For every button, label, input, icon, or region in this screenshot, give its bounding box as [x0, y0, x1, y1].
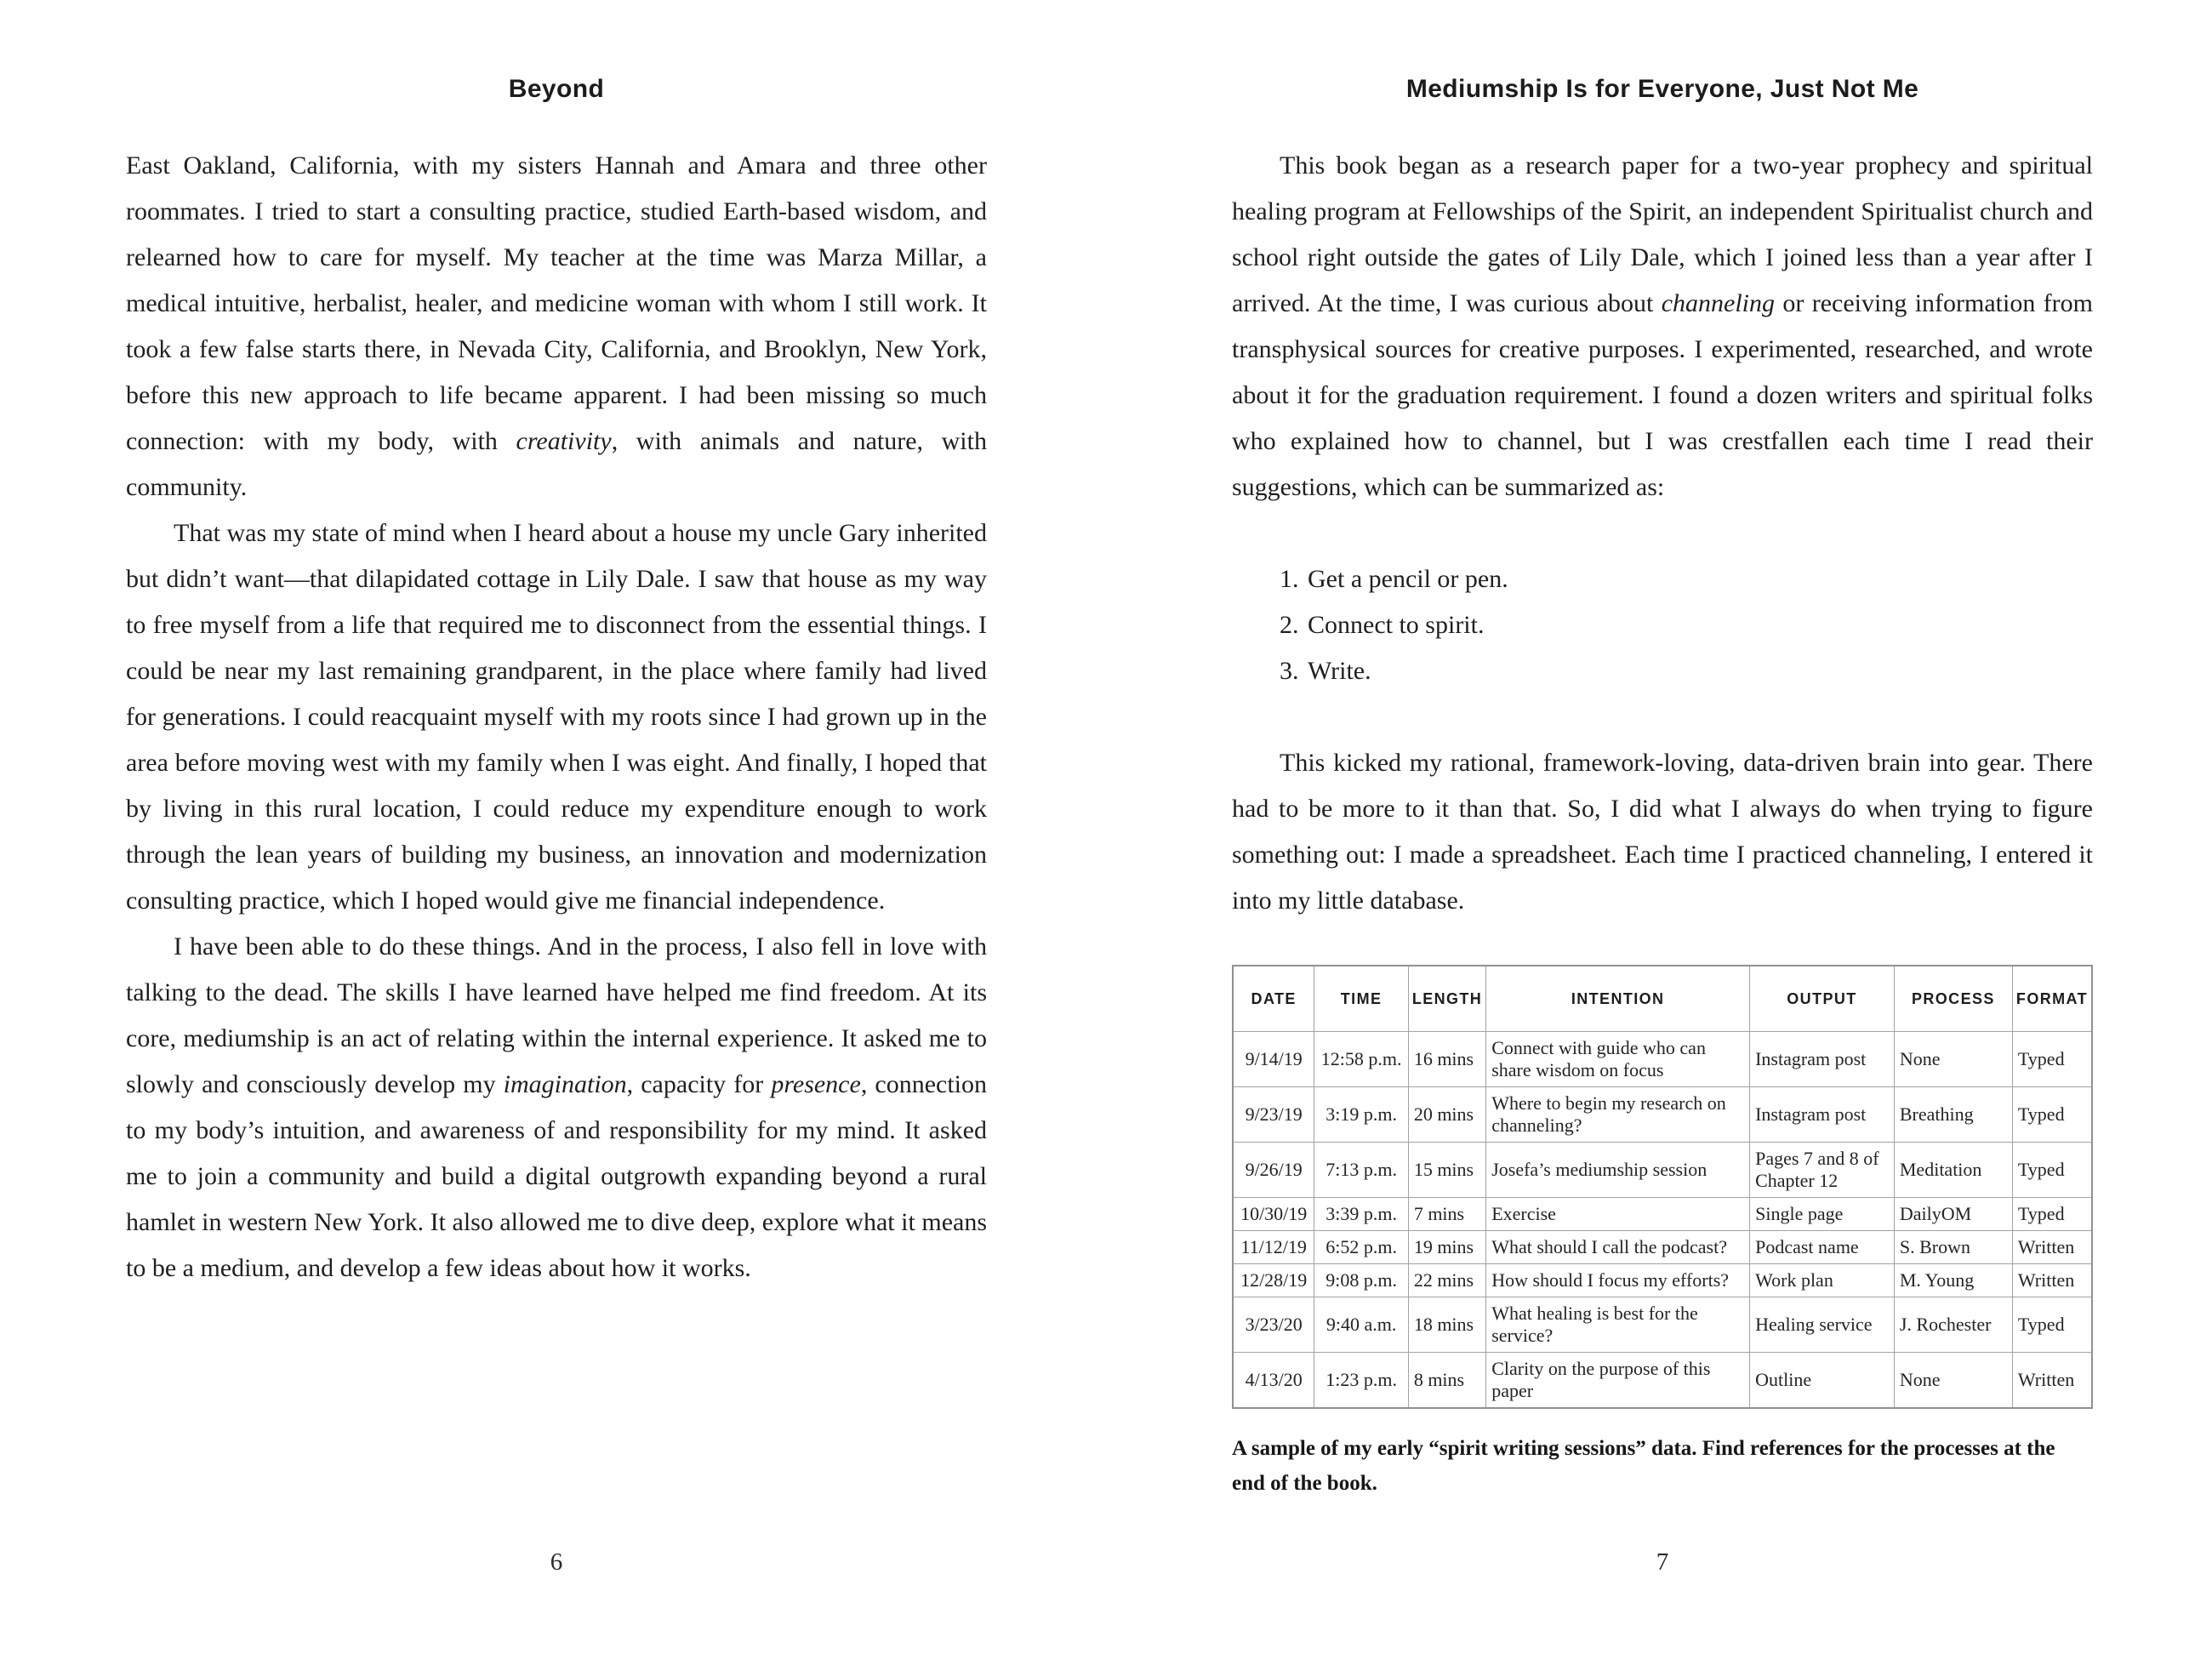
- table-cell: Connect with guide who can share wisdom on focus: [1486, 1032, 1750, 1087]
- table-cell: DailyOM: [1894, 1198, 2012, 1231]
- table-cell: 12:58 p.m.: [1314, 1032, 1408, 1087]
- table-cell: Single page: [1750, 1198, 1895, 1231]
- table-cell: Josefa’s mediumship session: [1486, 1143, 1750, 1198]
- table-cell: Written: [2012, 1264, 2092, 1297]
- paragraph: [126, 143, 987, 510]
- list-item: [1232, 556, 2093, 602]
- table-cell: What healing is best for the service?: [1486, 1297, 1750, 1353]
- spirit-writing-sessions-table: [1232, 965, 2093, 1409]
- table-cell: 7:13 p.m.: [1314, 1143, 1408, 1198]
- italic-text: channeling: [1661, 289, 1776, 317]
- table-row: [1233, 1264, 2092, 1297]
- column-header: FORMAT: [2012, 966, 2092, 1032]
- italic-text: creativity: [516, 427, 612, 455]
- table-cell: J. Rochester: [1894, 1297, 2012, 1353]
- table-cell: 12/28/19: [1233, 1264, 1314, 1297]
- table-row: [1233, 1143, 2092, 1198]
- table-cell: 9:40 a.m.: [1314, 1297, 1408, 1353]
- table-cell: S. Brown: [1894, 1231, 2012, 1264]
- right-body-text: [1232, 143, 2093, 1522]
- channeling-steps-list: [1232, 556, 2093, 694]
- after-list-paragraphs: [1232, 740, 2093, 924]
- list-text: Connect to spirit.: [1308, 611, 1485, 639]
- table-cell: Outline: [1750, 1353, 1895, 1409]
- table-cell: 1:23 p.m.: [1314, 1353, 1408, 1409]
- table-cell: Pages 7 and 8 of Chapter 12: [1750, 1143, 1895, 1198]
- table-row: [1233, 1198, 2092, 1231]
- table-cell: 8 mins: [1408, 1353, 1485, 1409]
- table-cell: Typed: [2012, 1297, 2092, 1353]
- page-number-right: 7: [1656, 1548, 1669, 1576]
- table-cell: 3/23/20: [1233, 1297, 1314, 1353]
- table-cell: Healing service: [1750, 1297, 1895, 1353]
- table-cell: 7 mins: [1408, 1198, 1485, 1231]
- table-caption: A sample of my early “spirit writing sessions” data. Find references for the processes at the end of the book.: [1232, 1437, 2055, 1495]
- table-cell: Exercise: [1486, 1198, 1750, 1231]
- list-number: 1.: [1280, 565, 1299, 593]
- table-row: [1233, 1231, 2092, 1264]
- column-header: TIME: [1314, 966, 1408, 1032]
- text-run: East Oakland, California, with my sisters Hannah and Amara and three other roommates. I tried to start a consulting practice, studied Earth-based wisdom, and relearned how to care for myself. My teacher at the time was Marza Millar, a medical intuitive, herbalist, healer, and medicine woman with whom I still work. It took a few false starts there, in Nevada City, California, and Brooklyn, New York, before this new approach to life became apparent. I had been missing so much connection: with my body, with: [126, 151, 987, 455]
- table-cell: 15 mins: [1408, 1143, 1485, 1198]
- text-run: , connection to my body’s intuition, and awareness of and responsibility for my mind. It asked me to join a community and build a digital outgrowth expanding beyond a rural hamlet in western New York. It also allowed me to dive deep, explore what it means to be a medium, and develop a few ideas about how it works.: [126, 1070, 988, 1282]
- page-number-left: 6: [550, 1548, 563, 1576]
- table-cell: 20 mins: [1408, 1087, 1485, 1143]
- table-cell: 6:52 p.m.: [1314, 1231, 1408, 1264]
- paragraph: [1232, 740, 2093, 924]
- table-cell: Breathing: [1894, 1087, 2012, 1143]
- table-cell: Instagram post: [1750, 1032, 1895, 1087]
- table-cell: None: [1894, 1032, 2012, 1087]
- table-cell: Meditation: [1894, 1143, 2012, 1198]
- table-cell: How should I focus my efforts?: [1486, 1264, 1750, 1297]
- column-header: INTENTION: [1486, 966, 1750, 1032]
- list-item: [1232, 602, 2093, 648]
- running-head-right: Mediumship Is for Everyone, Just Not Me: [1405, 75, 1919, 103]
- table-cell: 4/13/20: [1233, 1353, 1314, 1409]
- table-cell: 18 mins: [1408, 1297, 1485, 1353]
- table-row: [1233, 1353, 2092, 1409]
- running-head-left: Beyond: [508, 75, 605, 103]
- table-cell: Clarity on the purpose of this paper: [1486, 1353, 1750, 1409]
- page-left-content: [126, 0, 987, 1659]
- table-cell: What should I call the podcast?: [1486, 1231, 1750, 1264]
- list-text: Write.: [1308, 657, 1371, 685]
- list-text: Get a pencil or pen.: [1308, 565, 1508, 593]
- text-run: This kicked my rational, framework-loving, data-driven brain into gear. There had to be more to it than that. So, I did what I always do when trying to figure something out: I made a spreadsheet. Each time I practiced channeling, I entered it into my little database.: [1232, 749, 2093, 915]
- text-run: , with animals and nature, with community.: [126, 427, 987, 501]
- table-cell: Instagram post: [1750, 1087, 1895, 1143]
- table-cell: Written: [2012, 1231, 2092, 1264]
- table-cell: 9/14/19: [1233, 1032, 1314, 1087]
- table-cell: Typed: [2012, 1198, 2092, 1231]
- table-cell: Podcast name: [1750, 1231, 1895, 1264]
- table-row: [1233, 1297, 2092, 1353]
- text-run: This book began as a research paper for a two-year prophecy and spiritual healing program at Fellowships of the Spirit, an independent Spiritualist church and school right outside the gates of Lily Dale, which I joined less than a year after I arrived. At the time, I was curious about: [1232, 151, 2093, 317]
- table-cell: Typed: [2012, 1143, 2092, 1198]
- table-cell: Written: [2012, 1353, 2092, 1409]
- table-cell: 22 mins: [1408, 1264, 1485, 1297]
- text-run: That was my state of mind when I heard about a house my uncle Gary inherited but didn’t want—that dilapidated cottage in Lily Dale. I saw that house as my way to free myself from a life that required me to disconnect from the essential things. I could be near my last remaining grandparent, in the place where family had lived for generations. I could reacquaint myself with my roots since I had grown up in the area before moving west with my family when I was eight. And finally, I hoped that by living in this rural location, I could reduce my expenditure enough to work through the lean years of building my business, an innovation and modernization consulting practice, which I hoped would give me financial independence.: [126, 519, 987, 915]
- page-right: [1106, 0, 2212, 1659]
- table-cell: 3:39 p.m.: [1314, 1198, 1408, 1231]
- table-cell: Typed: [2012, 1032, 2092, 1087]
- table-cell: 9/23/19: [1233, 1087, 1314, 1143]
- table-cell: 19 mins: [1408, 1231, 1485, 1264]
- table-cell: None: [1894, 1353, 2012, 1409]
- table-cell: Where to begin my research on channeling?: [1486, 1087, 1750, 1143]
- table-cell: Typed: [2012, 1087, 2092, 1143]
- column-header: OUTPUT: [1750, 966, 1895, 1032]
- list-number: 3.: [1280, 657, 1299, 685]
- table-cell: 9:08 p.m.: [1314, 1264, 1408, 1297]
- column-header: LENGTH: [1408, 966, 1485, 1032]
- table-cell: 16 mins: [1408, 1032, 1485, 1087]
- text-run: I have been able to do these things. And in the process, I also fell in love with talking to the dead. The skills I have learned have helped me find freedom. At its core, mediumship is an act of relating within the internal experience. It asked me to slowly and consciously develop my: [126, 932, 987, 1098]
- table-row: [1233, 1087, 2092, 1143]
- table-cell: 10/30/19: [1233, 1198, 1314, 1231]
- intro-paragraphs: [1232, 143, 2093, 510]
- paragraph: [1232, 143, 2093, 510]
- text-run: , capacity for: [626, 1070, 772, 1098]
- list-item: [1232, 648, 2093, 694]
- table-cell: M. Young: [1894, 1264, 2012, 1297]
- column-header: DATE: [1233, 966, 1314, 1032]
- table-row: [1233, 1032, 2092, 1087]
- table-cell: 9/26/19: [1233, 1143, 1314, 1198]
- column-header: PROCESS: [1894, 966, 2012, 1032]
- italic-text: imagination: [503, 1070, 627, 1098]
- table-header-row: [1233, 966, 2092, 1032]
- table-cell: Work plan: [1750, 1264, 1895, 1297]
- left-body-text: [126, 143, 987, 1291]
- text-run: or receiving information from transphysical sources for creative purposes. I experimented, researched, and wrote about it for the graduation requirement. I found a dozen writers and spiritual folks who explained how to channel, but I was crestfallen each time I read their suggestions, which can be summarized as:: [1232, 289, 2093, 501]
- italic-text: presence: [771, 1070, 861, 1098]
- paragraph: [126, 924, 987, 1291]
- table-cell: 11/12/19: [1233, 1231, 1314, 1264]
- list-number: 2.: [1280, 611, 1299, 639]
- table-cell: 3:19 p.m.: [1314, 1087, 1408, 1143]
- page-right-content: [1232, 0, 2093, 1659]
- paragraph: [126, 510, 987, 924]
